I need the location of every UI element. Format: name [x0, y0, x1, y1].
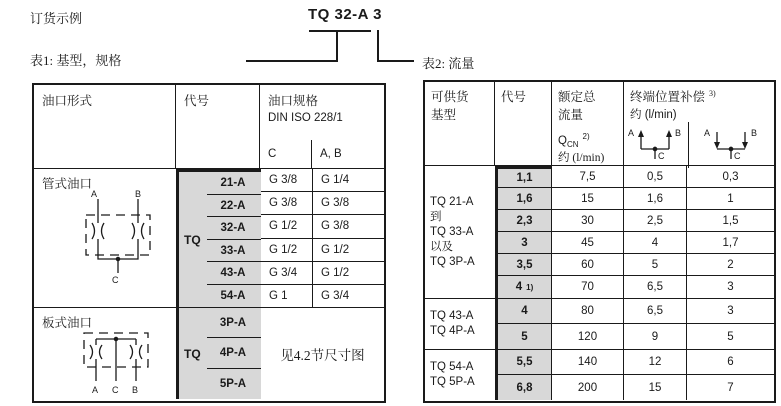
flow-code: 1,1 — [495, 166, 552, 187]
flow-code: 4 — [495, 299, 552, 323]
code-5PA: 5P-A — [219, 377, 247, 390]
table2-header-code: 代号 — [495, 82, 552, 165]
table-row — [261, 169, 384, 192]
comp-combine: 2 — [727, 258, 734, 271]
flow-code: 3,5 — [495, 254, 552, 275]
rated-flow: 30 — [552, 210, 624, 231]
spec-ab: G 3/8 — [321, 197, 350, 210]
svg-text:B: B — [675, 128, 682, 138]
ordering-example-label: 订货示例 — [30, 11, 83, 26]
comp-divide: 5 — [624, 254, 687, 275]
flow-code: 5,5 — [495, 350, 552, 374]
spec-c: G 1 — [261, 285, 313, 307]
comp-combine: 1 — [727, 192, 734, 205]
table2-body — [425, 166, 774, 401]
comp-divide: 4 — [624, 232, 687, 253]
basic-type-group3: TQ 54-A TQ 5P-A — [430, 361, 475, 388]
flow-divide-icon — [627, 127, 685, 163]
table-row — [261, 239, 384, 262]
table1-subheader-c: C — [268, 148, 277, 160]
table1-plate-section — [34, 307, 384, 399]
table2-header-end-compensation — [624, 82, 774, 165]
flow-code: 5 — [495, 324, 552, 349]
comp-combine: 3 — [727, 305, 734, 317]
table-row — [261, 192, 384, 215]
rated-flow: 80 — [552, 299, 624, 323]
table1-basic-type-spec — [32, 83, 386, 403]
model-code: TQ 32-A 3 — [308, 6, 382, 23]
comp-combine: 1,5 — [722, 214, 739, 227]
table1-pipe-section — [34, 169, 384, 307]
flow-code: 1,6 — [495, 188, 552, 209]
table-row — [495, 166, 774, 188]
table-row — [495, 299, 774, 324]
table-row — [261, 215, 384, 238]
table2-group-1 — [425, 166, 774, 299]
rated-flow: 45 — [552, 232, 624, 253]
spec-ab: G 3/4 — [321, 289, 350, 302]
code-43A: 43-A — [179, 262, 261, 285]
comp-combine: 1,7 — [722, 236, 739, 249]
code-33A: 33-A — [179, 240, 261, 263]
table-row — [261, 285, 384, 307]
table-row — [495, 350, 774, 375]
rated-flow: 120 — [552, 324, 624, 349]
flow-code: 4 1) — [495, 276, 552, 298]
svg-text:B: B — [132, 385, 139, 395]
comp-divide: 0,5 — [624, 166, 687, 187]
rated-flow: 60 — [552, 254, 624, 275]
table2-group-2 — [425, 299, 774, 350]
comp-divide: 6,5 — [624, 299, 687, 323]
spec-ab: G 1/2 — [321, 266, 350, 279]
pipe-code-column — [176, 169, 261, 307]
code-54A: 54-A — [220, 289, 246, 302]
plate-code-column — [176, 308, 261, 399]
rated-flow: 15 — [552, 188, 624, 209]
comp-divide: 15 — [624, 375, 687, 400]
spec-ab: G 3/8 — [321, 220, 350, 233]
table1-header-din-standard: DIN ISO 228/1 — [268, 112, 343, 124]
pipe-spec-values — [261, 169, 384, 307]
table2-header-rated-flow: 额定总 流量 $Q_{CN}^{2)}$ 约 (l/min) — [552, 82, 624, 165]
comp-divide: 12 — [624, 350, 687, 374]
flow-combine-icon — [703, 127, 761, 163]
svg-text:B: B — [135, 189, 142, 199]
table1-header-code: 代号 — [176, 85, 260, 168]
svg-text:A: A — [628, 128, 635, 138]
table1-header-spec-title: 油口规格 — [268, 94, 319, 108]
comp-divide: 1,6 — [624, 188, 687, 209]
table-row — [495, 254, 774, 276]
comp-divide: 2,5 — [624, 210, 687, 231]
code-22A: 22-A — [179, 195, 261, 218]
pipe-port-label: 管式油口 — [42, 177, 93, 191]
comp-combine: 7 — [727, 381, 734, 394]
table2-flow — [423, 80, 776, 403]
table1-header-spec — [260, 85, 384, 168]
combine-mode-diagram — [688, 122, 774, 168]
rated-flow: 7,5 — [552, 166, 624, 187]
table-row — [495, 375, 774, 400]
plate-port-cell — [34, 308, 176, 399]
callout-underline — [309, 30, 371, 32]
compensation-title: 终端位置补偿 $^{3)}$ — [630, 88, 716, 104]
callout-stem-table1 — [336, 30, 338, 62]
table1-header-row — [34, 85, 384, 169]
pipe-code-prefix: TQ — [184, 232, 201, 247]
table1-subheader-ab: A, B — [311, 140, 384, 168]
comp-combine: 6 — [727, 356, 734, 368]
table-row — [495, 276, 774, 298]
flow-code: 6,8 — [495, 375, 552, 400]
comp-combine: 5 — [727, 330, 734, 343]
table-row — [261, 262, 384, 285]
plate-port-label: 板式油口 — [42, 316, 93, 330]
comp-divide: 6,5 — [624, 276, 687, 298]
spec-ab: G 1/4 — [321, 174, 350, 187]
flow-divider-pipe-symbol-icon — [78, 187, 158, 287]
rated-flow: 70 — [552, 276, 624, 298]
spec-c: G 3/8 — [261, 192, 313, 214]
flow-divider-plate-symbol-icon — [76, 329, 156, 397]
plate-dimension-note: 见4.2节尺寸图 — [280, 347, 365, 363]
spec-c: G 3/8 — [261, 169, 313, 191]
svg-text:B: B — [750, 128, 757, 138]
spec-ab: G 1/2 — [321, 243, 350, 256]
table1-header-port-form: 油口形式 — [34, 85, 176, 168]
table2-group-3 — [425, 350, 774, 400]
spec-c: G 1/2 — [261, 215, 313, 237]
code-4PA: 4P-A — [179, 338, 261, 368]
svg-text:A: A — [92, 385, 99, 395]
callout-line-to-table2 — [377, 60, 414, 62]
table-row — [495, 232, 774, 254]
table2-label: 表2: 流量 — [422, 56, 475, 71]
table1-label: 表1: 基型，规格 — [30, 53, 122, 68]
table-row — [495, 210, 774, 232]
spec-c: G 1/2 — [261, 239, 313, 261]
comp-divide: 9 — [624, 324, 687, 349]
code-21A: 21-A — [179, 172, 261, 195]
flow-code: 2,3 — [495, 210, 552, 231]
svg-text:C: C — [112, 275, 119, 285]
svg-text:C: C — [112, 385, 119, 395]
pipe-port-cell — [34, 169, 176, 307]
table2-header-row — [425, 82, 774, 166]
rated-flow: 140 — [552, 350, 624, 374]
flow-unit: 约 (l/min) — [558, 152, 605, 165]
code-32A: 32-A — [179, 217, 261, 240]
rated-flow: 200 — [552, 375, 624, 400]
divide-mode-diagram — [624, 122, 688, 168]
svg-text:A: A — [91, 189, 98, 199]
basic-type-group2: TQ 43-A TQ 4P-A — [430, 310, 475, 337]
table-row — [495, 324, 774, 349]
comp-combine: 3 — [727, 281, 734, 293]
svg-text:C: C — [658, 151, 665, 161]
callout-stem-table2 — [377, 30, 379, 62]
plate-code-prefix: TQ — [184, 346, 201, 361]
qcn-symbol: $Q_{CN}^{2)}$ 约 (l/min) — [558, 132, 623, 165]
flow-code: 3 — [495, 232, 552, 253]
compensation-unit: 约 (l/min) — [630, 109, 677, 121]
comp-combine: 0,3 — [722, 170, 739, 183]
basic-type-group1: TQ 21-A 到 TQ 33-A 以及 TQ 3P-A — [430, 195, 475, 268]
svg-text:C: C — [733, 151, 740, 161]
compensation-diagrams — [624, 122, 774, 168]
spec-c: G 3/4 — [261, 262, 313, 284]
table2-header-basic-type: 可供货 基型 — [425, 82, 495, 165]
table-row — [495, 188, 774, 210]
svg-text:A: A — [703, 128, 710, 138]
callout-line-to-table1 — [246, 60, 338, 62]
code-3PA: 3P-A — [179, 308, 261, 338]
